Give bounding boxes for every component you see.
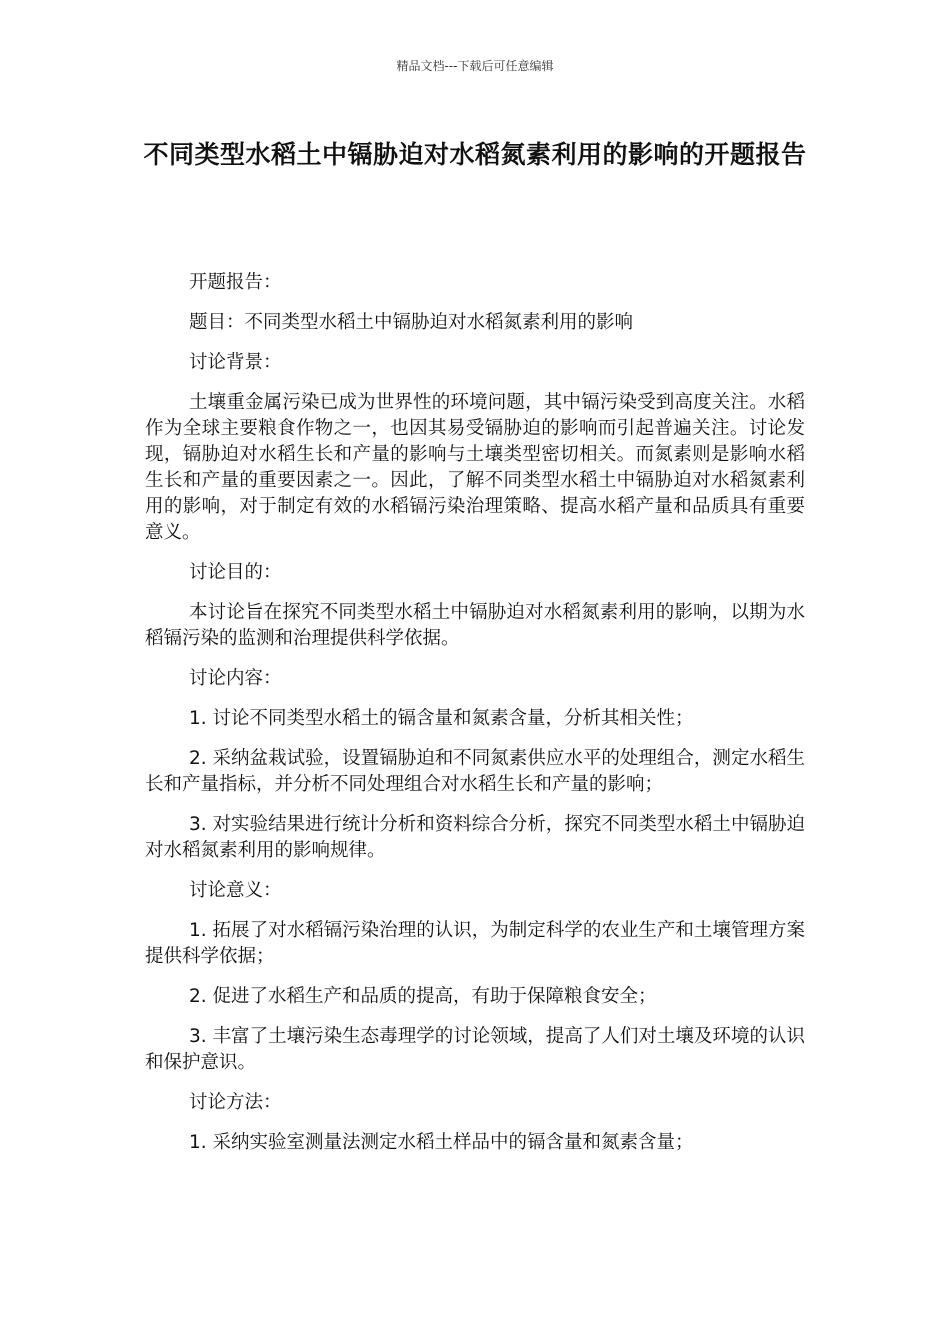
paragraph: 讨论方法： — [189, 1092, 282, 1113]
paragraph: 讨论目的： — [189, 562, 282, 583]
paragraph: 讨论背景： — [189, 352, 282, 373]
paragraph: 2. 采纳盆栽试验，设置镉胁迫和不同氮素供应水平的处理组合，测定水稻生长和产量指标，并分析不同处理组合对水稻生长和产量的影响； — [145, 748, 805, 795]
document-title: 不同类型水稻土中镉胁迫对水稻氮素利用的影响的开题报告 — [143, 140, 807, 169]
paragraph: 讨论意义： — [189, 880, 282, 901]
paragraph: 题目：不同类型水稻土中镉胁迫对水稻氮素利用的影响 — [189, 312, 634, 333]
paragraph: 1. 拓展了对水稻镉污染治理的认识，为制定科学的农业生产和土壤管理方案提供科学依据； — [145, 920, 805, 967]
paragraph: 1. 讨论不同类型水稻土的镉含量和氮素含量，分析其相关性； — [189, 708, 694, 729]
paragraph: 讨论内容： — [189, 668, 282, 689]
paragraph: 1. 采纳实验室测量法测定水稻土样品中的镉含量和氮素含量； — [189, 1132, 694, 1153]
page-header: 精品文档---下载后可任意编辑 — [396, 59, 554, 73]
paragraph: 开题报告： — [189, 272, 282, 293]
document-body — [145, 270, 805, 1170]
paragraph: 3. 丰富了土壤污染生态毒理学的讨论领域，提高了人们对土壤及环境的认识和保护意识。 — [145, 1026, 805, 1073]
paragraph: 本讨论旨在探究不同类型水稻土中镉胁迫对水稻氮素利用的影响，以期为水稻镉污染的监测和治理提供科学依据。 — [145, 602, 805, 649]
paragraph: 土壤重金属污染已成为世界性的环境问题，其中镉污染受到高度关注。水稻作为全球主要粮食作物之一，也因其易受镉胁迫的影响而引起普遍关注。讨论发现，镉胁迫对水稻生长和产量的影响与土壤类型密切相关。而氮素则是影响水稻生长和产量的重要因素之一。因此，了解不同类型水稻土中镉胁迫对水稻氮素利用的影响，对于制定有效的水稻镉污染治理策略、提高水稻产量和品质具有重要意义。 — [145, 392, 805, 543]
paragraph: 2. 促进了水稻生产和品质的提高，有助于保障粮食安全； — [189, 986, 657, 1007]
paragraph: 3. 对实验结果进行统计分析和资料综合分析，探究不同类型水稻土中镉胁迫对水稻氮素利用的影响规律。 — [145, 814, 805, 861]
